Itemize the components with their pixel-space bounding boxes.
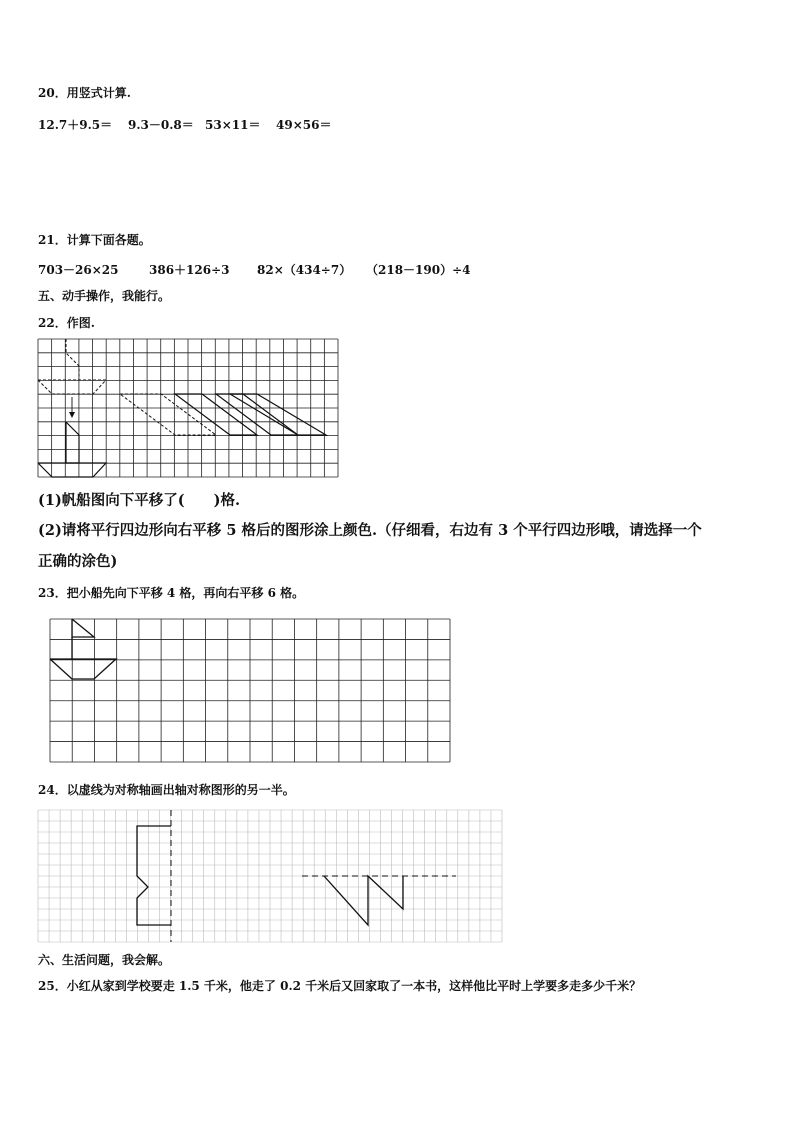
section6-title: 六、生活问题，我会解。 (38, 953, 171, 967)
q24-title: 24．以虚线为对称轴画出轴对称图形的另一半。 (38, 783, 295, 797)
q21-item-4: （218－190）÷4 (366, 263, 471, 277)
q20-title: 20．用竖式计算. (38, 86, 131, 100)
q20-item-4: 49×56＝ (276, 118, 332, 132)
q22-sub2-line1: (2)请将平行四边形向右平移 5 格后的图形涂上颜色.（仔细看，右边有 3 个平行四边形哦，请选择一个 (38, 522, 702, 539)
q20-item-1: 12.7＋9.5＝ (38, 118, 113, 132)
q20-item-2: 9.3－0.8＝ (128, 118, 194, 132)
q23-title: 23．把小船先向下平移 4 格，再向右平移 6 格。 (38, 586, 305, 600)
q21-title: 21．计算下面各题。 (38, 233, 151, 247)
q24-grid-figure (38, 810, 502, 942)
q22-title: 22．作图. (38, 316, 95, 330)
section5-title: 五、动手操作，我能行。 (38, 289, 171, 303)
q21-item-3: 82×（434÷7） (257, 263, 352, 277)
q23-grid-figure (50, 619, 450, 762)
q22-sub1: (1)帆船图向下平移了( )格. (38, 492, 241, 509)
q20-item-3: 53×11＝ (205, 118, 261, 132)
q21-item-1: 703－26×25 (38, 263, 119, 277)
q21-item-2: 386＋126÷3 (149, 263, 230, 277)
q25-title: 25．小红从家到学校要走 1.5 千米，他走了 0.2 千米后又回家取了一本书，这样他比平时上学要多走多少千米？ (38, 979, 642, 993)
q22-sub2-line2: 正确的涂色) (38, 553, 118, 570)
q22-grid-figure (38, 339, 339, 477)
